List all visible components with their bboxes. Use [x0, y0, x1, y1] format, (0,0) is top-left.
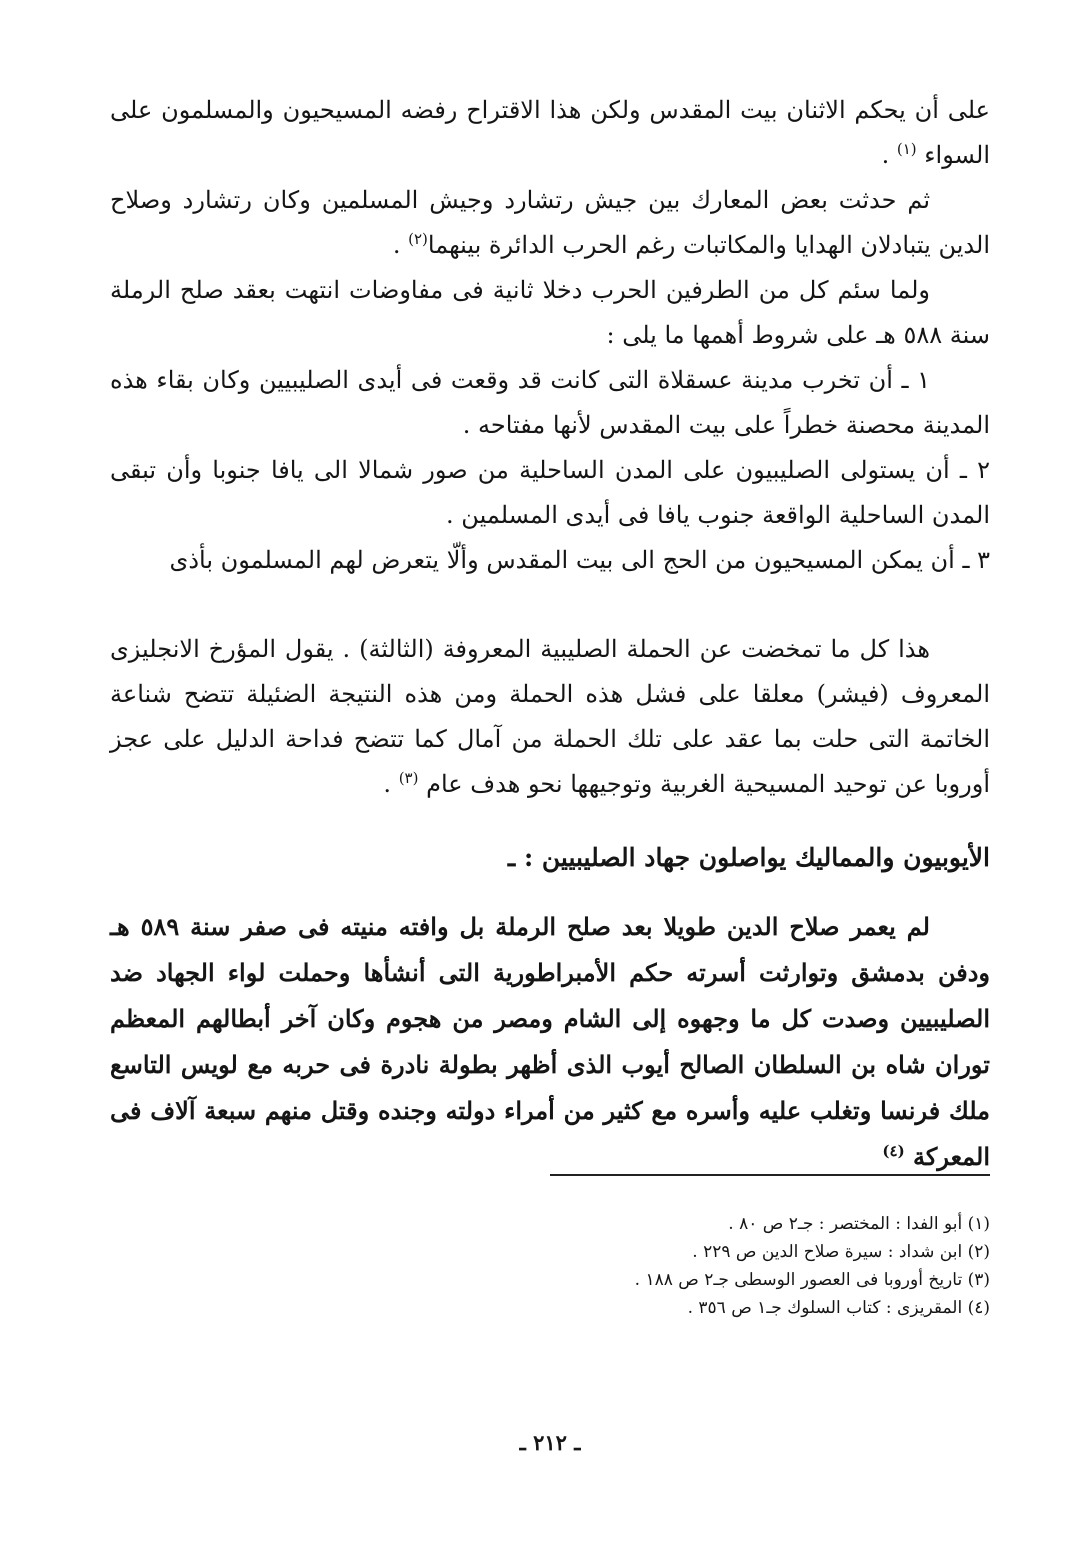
- footnote-4: (٤) المقريزى : كتاب السلوك جـ١ ص ٣٥٦ .: [687, 1298, 990, 1318]
- paragraph-fisher-text: هذا كل ما تمخضت عن الحملة الصليبية المعروفة (الثالثة) . يقول المؤرخ الانجليزى المعروف (فيشر) معلقا على فشل هذه الحملة ومن هذه النتيجة الضئيلة تتضح شناعة الخاتمة التى حلت بما عقد على تلك الحملة من آمال كما تتضح فداحة الدليل على عجز أوروبا عن توحيد المسيحية الغربية وتوجيهها نحو هدف عام: [110, 635, 990, 798]
- footnote-1: (١) أبو الفدا : المختصر : جـ٢ ص ٨٠ .: [728, 1214, 990, 1234]
- footnote-ref-3: (٣): [398, 769, 419, 787]
- condition-2: [110, 448, 990, 538]
- bold-paragraph-text: لم يعمر صلاح الدين طويلا بعد صلح الرملة بل وافته منيته فى صفر سنة ٥٨٩ هـ ودفن بدمشق وتوارثت أسرته حكم الأمبراطورية التى أنشأها وحملت لواء الجهاد ضد الصليبيين وصدت كل ما وجهوه إلى الشام ومصر من هجوم وكان آخر أبطالهم المعظم توران شاه بن السلطان الصالح أيوب الذى أظهر بطولة نادرة فى حربه مع لويس التاسع ملك فرنسا وتغلب عليه وأسره مع كثير من أمراء دولته وجنده وقتل منهم سبعة آلاف فى المعركة: [110, 912, 990, 1171]
- paragraph-2-text: ثم حدثت بعض المعارك بين جيش رتشارد وجيش المسلمين وكان رتشارد وصلاح الدين يتبادلان الهدايا والمكاتبات رغم الحرب الدائرة بينهما: [110, 186, 990, 259]
- paragraph-1: [110, 88, 990, 178]
- condition-3-text: ٣ ـ أن يمكن المسيحيون من الحج الى بيت المقدس وألّا يتعرض لهم المسلمون بأذى: [169, 546, 990, 574]
- footnote-2: (٢) ابن شداد : سيرة صلاح الدين ص ٢٢٩ .: [692, 1242, 990, 1262]
- paragraph-2: [110, 178, 990, 268]
- footnotes: [110, 1210, 990, 1322]
- book-page: [110, 88, 990, 1488]
- paragraph-fisher-end: .: [383, 770, 399, 798]
- paragraph-3: [110, 268, 990, 358]
- paragraph-1-end: .: [881, 141, 897, 169]
- section-heading: الأيوبيون والمماليك يواصلون جهاد الصليبيين : ـ: [507, 843, 990, 872]
- paragraph-3-text: ولما سئم كل من الطرفين الحرب دخلا ثانية فى مفاوضات انتهت بعقد صلح الرملة سنة ٥٨٨ هـ على شروط أهمها ما يلى :: [110, 276, 990, 349]
- page-number: ـ ٢١٢ ـ: [519, 1430, 581, 1455]
- footnote-3: (٣) تاريخ أوروبا فى العصور الوسطى جـ٢ ص ١٨٨ .: [634, 1270, 990, 1290]
- condition-1: [110, 358, 990, 448]
- paragraph-1-text: على أن يحكم الاثنان بيت المقدس ولكن هذا الاقتراح رفضه المسيحيون والمسلمون على السواء: [110, 96, 990, 169]
- bold-paragraph: [110, 904, 990, 1180]
- condition-3: [110, 538, 990, 583]
- footnote-ref-2: (٢): [408, 230, 428, 248]
- condition-2-text: ٢ ـ أن يستولى الصليبيون على المدن الساحلية من صور شمالا الى يافا جنوبا وأن تبقى المدن الساحلية الواقعة جنوب يافا فى أيدى المسلمين .: [110, 456, 990, 529]
- footnote-ref-4: (٤): [882, 1142, 905, 1160]
- paragraph-2-end: .: [392, 231, 409, 259]
- footnote-ref-1: (١): [896, 140, 917, 158]
- condition-1-text: ١ ـ أن تخرب مدينة عسقلاة التى كانت قد وقعت فى أيدى الصليبيين وكان بقاء هذه المدينة محصنة خطراً على بيت المقدس لأنها مفتاحه .: [110, 366, 990, 439]
- footnote-separator: [550, 1174, 990, 1176]
- paragraph-fisher: [110, 627, 990, 807]
